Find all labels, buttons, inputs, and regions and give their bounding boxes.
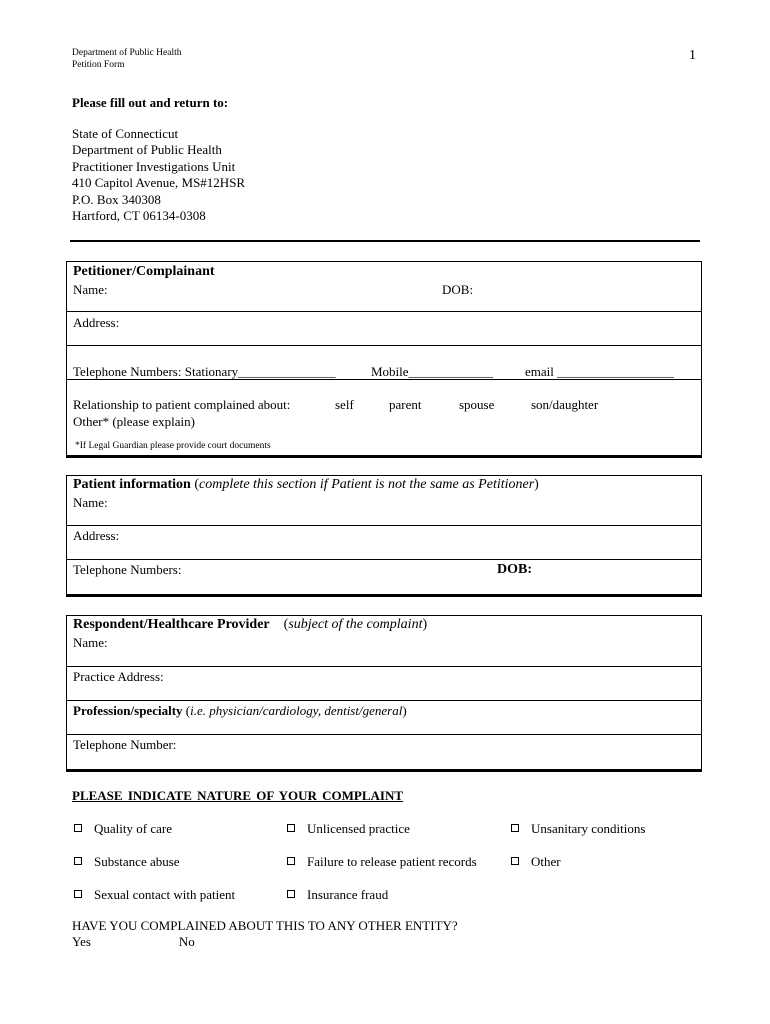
other-entity-text: HAVE YOU COMPLAINED ABOUT THIS TO ANY OTHER ENTITY? [72, 918, 458, 933]
form-header [72, 47, 181, 71]
patient-address-label: Address: [73, 528, 120, 543]
petitioner-name-label: Name: [73, 282, 108, 297]
address-line: P.O. Box 340308 [72, 191, 161, 207]
checkbox-unlicensed-practice[interactable] [287, 821, 410, 837]
petitioner-address-label: Address: [73, 315, 120, 330]
checkbox-label: Failure to release patient records [307, 854, 477, 869]
patient-section [66, 475, 702, 597]
checkbox-icon[interactable] [511, 824, 519, 832]
header-form-name: Petition Form [72, 60, 125, 70]
profession-line: Profession/specialty (i.e. physician/cardiology, dentist/general) [73, 703, 407, 718]
petitioner-dob-label: DOB: [442, 282, 474, 297]
patient-name-label: Name: [73, 495, 108, 510]
checkbox-icon[interactable] [287, 824, 295, 832]
stationary-phone-field: Telephone Numbers: Stationary_______________ [73, 364, 336, 379]
checkbox-icon[interactable] [74, 857, 82, 865]
respondent-name-label: Name: [73, 635, 108, 650]
patient-name-row[interactable] [67, 476, 701, 526]
respondent-phone-row[interactable] [67, 735, 701, 769]
relationship-parent[interactable]: parent [389, 397, 422, 412]
patient-subtitle: complete this section if Patient is not the same as Petitioner [199, 477, 535, 492]
answer-no[interactable]: No [178, 934, 195, 949]
checkbox-label: Unsanitary conditions [531, 821, 646, 836]
relationship-other[interactable]: Other* (please explain) [73, 414, 196, 429]
checkbox-icon[interactable] [287, 857, 295, 865]
answer-yes[interactable]: Yes [72, 934, 91, 949]
address-line: Department of Public Health [72, 142, 222, 158]
guardian-note: *If Legal Guardian please provide court documents [75, 441, 271, 451]
relationship-row [67, 380, 701, 455]
checkbox-label: Substance abuse [94, 854, 180, 869]
checkbox-label: Sexual contact with patient [94, 887, 236, 902]
relationship-label: Relationship to patient complained about: [73, 397, 291, 412]
patient-title-line: Patient information (complete this section if Patient is not the same as Petitioner) [73, 477, 539, 492]
petitioner-section [66, 261, 702, 458]
checkbox-label: Insurance fraud [307, 887, 389, 902]
patient-phone-row[interactable] [67, 560, 701, 594]
petitioner-address-row[interactable] [67, 312, 701, 346]
respondent-title-line: Respondent/Healthcare Provider (subject of the complaint) [73, 617, 428, 632]
checkbox-label: Unlicensed practice [307, 821, 410, 836]
checkbox-quality-of-care[interactable] [74, 821, 172, 837]
complaint-title: PLEASE INDICATE NATURE OF YOUR COMPLAINT [72, 788, 404, 803]
relationship-son-daughter[interactable]: son/daughter [531, 397, 599, 412]
checkbox-insurance-fraud[interactable] [287, 887, 388, 903]
respondent-title: Respondent/Healthcare Provider [73, 617, 270, 632]
respondent-section [66, 615, 702, 772]
checkbox-icon[interactable] [74, 890, 82, 898]
address-line: State of Connecticut [72, 126, 179, 141]
petitioner-name-row[interactable] [67, 262, 701, 312]
return-title: Please fill out and return to: [72, 95, 229, 110]
checkbox-substance-abuse[interactable] [74, 854, 180, 870]
respondent-name-row[interactable] [67, 616, 701, 667]
relationship-spouse[interactable]: spouse [459, 397, 495, 412]
practice-address-label: Practice Address: [73, 669, 164, 684]
checkbox-icon[interactable] [74, 824, 82, 832]
profession-hint: i.e. physician/cardiology, dentist/general [190, 703, 403, 718]
checkbox-icon[interactable] [287, 890, 295, 898]
other-entity-question [72, 918, 458, 950]
patient-address-row[interactable] [67, 526, 701, 560]
checkbox-label: Other [531, 854, 561, 869]
practice-address-row[interactable] [67, 667, 701, 701]
email-field: email __________________ [525, 364, 675, 379]
checkbox-other[interactable] [511, 854, 561, 870]
profession-label: Profession/specialty [73, 703, 183, 718]
address-line: Hartford, CT 06134-0308 [72, 208, 206, 224]
address-line: 410 Capitol Avenue, MS#12HSR [72, 175, 246, 191]
profession-row[interactable] [67, 701, 701, 735]
divider-rule [70, 240, 700, 242]
patient-telephone-label: Telephone Numbers: [73, 562, 182, 577]
patient-title: Patient information [73, 477, 191, 492]
mobile-field: Mobile_____________ [371, 364, 494, 379]
patient-dob-label: DOB: [497, 562, 532, 577]
header-dept: Department of Public Health [72, 48, 182, 58]
page-number: 1 [689, 48, 696, 63]
respondent-telephone-label: Telephone Number: [73, 737, 177, 752]
petitioner-title: Petitioner/Complainant [73, 264, 215, 279]
checkbox-unsanitary-conditions[interactable] [511, 821, 645, 837]
other-entity-answers [72, 934, 458, 950]
petitioner-phone-row[interactable] [67, 346, 701, 380]
checkbox-failure-release-records[interactable] [287, 854, 477, 870]
return-address [72, 126, 245, 224]
relationship-self[interactable]: self [335, 397, 354, 412]
checkbox-label: Quality of care [94, 821, 172, 836]
checkbox-sexual-contact[interactable] [74, 887, 235, 903]
checkbox-icon[interactable] [511, 857, 519, 865]
respondent-subtitle: subject of the complaint [288, 617, 423, 632]
address-line: Practitioner Investigations Unit [72, 158, 236, 174]
